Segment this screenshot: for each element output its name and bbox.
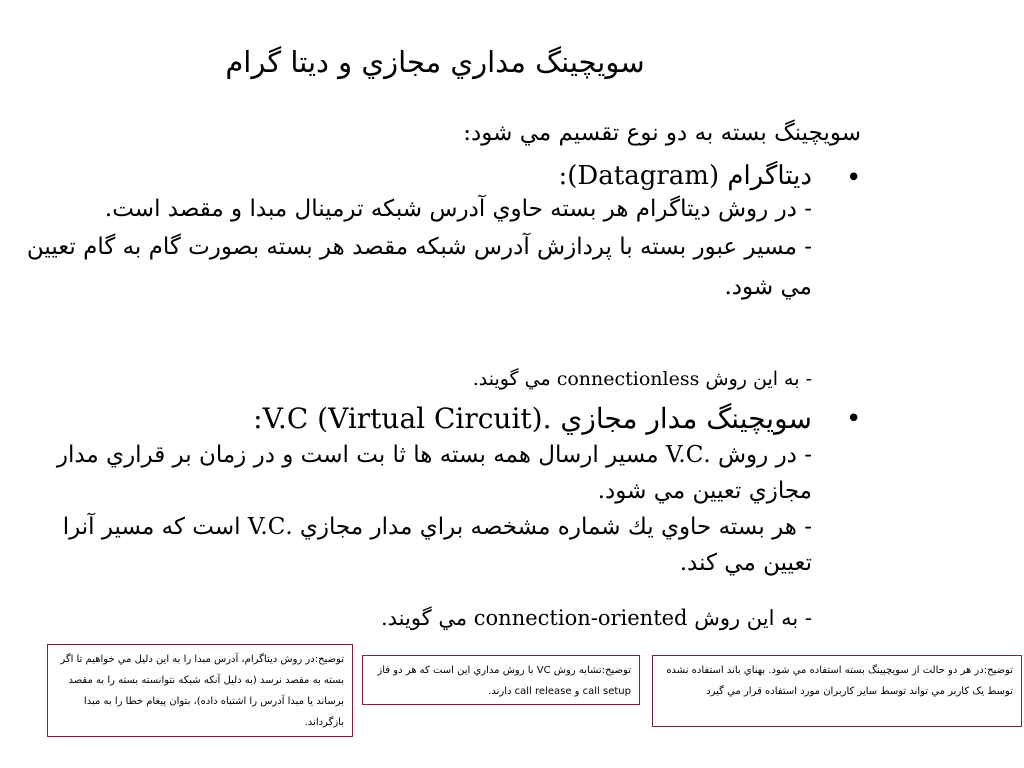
footnote-box-middle: توضيح:تشابه روش VC با روش مداري اين است كه هر دو فاز call setup و call release دارند. bbox=[362, 655, 640, 705]
intro-text: سويچينگ بسته به دو نوع تقسيم مي شود: bbox=[463, 120, 861, 146]
section-point: - مسير عبور بسته با پردازش آدرس شبكه مقصد هر بسته بصورت گام به گام تعيين مي شود. bbox=[26, 234, 812, 300]
slide-title: سويچينگ مداري مجازي و ديتا گرام bbox=[225, 45, 645, 79]
section-point: - در روش .V.C مسير ارسال همه بسته ها ثا بت است و در زمان بر قراري مدار مجازي تعيين مي شود. bbox=[56, 442, 812, 504]
section-datagram bbox=[22, 160, 812, 307]
footnote-box-left: توضيح:در روش ديتاگرام، آدرس مبدا را به اين دليل مي خواهيم تا اگر بسته به مقصد نرسد (به دليل آنكه شبكه نتوانسته بسته را به مقصد برساند يا مبدا آدرس را اشتباه داده)، بتوان پيغام خطا را به مبدا بازگرداند. bbox=[47, 644, 353, 737]
section-note: - به اين روش connectionless مي گويند. bbox=[472, 368, 812, 390]
section-heading: ديتاگرام (Datagram): bbox=[558, 161, 812, 191]
section-point: - هر بسته حاوي يك شماره مشخصه براي مدار مجازي .V.C است كه مسير آنرا تعيين مي كند. bbox=[62, 514, 812, 576]
section-virtual-circuit bbox=[22, 401, 812, 581]
footnote-box-right: توضيح:در هر دو حالت از سويچپينگ بسته استفاده مي شود. بهناي باند استفاده نشده توسط يک کاربر مي تواند توسط ساير کاربران مورد استفاده قرار مي گيرد bbox=[652, 655, 1022, 727]
section-heading: سويچينگ مدار مجازي .V.C (Virtual Circuit): bbox=[253, 402, 812, 435]
section-point: - در روش ديتاگرام هر بسته حاوي آدرس شبكه ترمينال مبدا و مقصد است. bbox=[104, 196, 812, 222]
bullet-dot-icon: • bbox=[846, 404, 862, 434]
section-note: - به اين روش connection-oriented مي گويند. bbox=[380, 606, 812, 630]
bullet-dot-icon: • bbox=[846, 163, 862, 193]
